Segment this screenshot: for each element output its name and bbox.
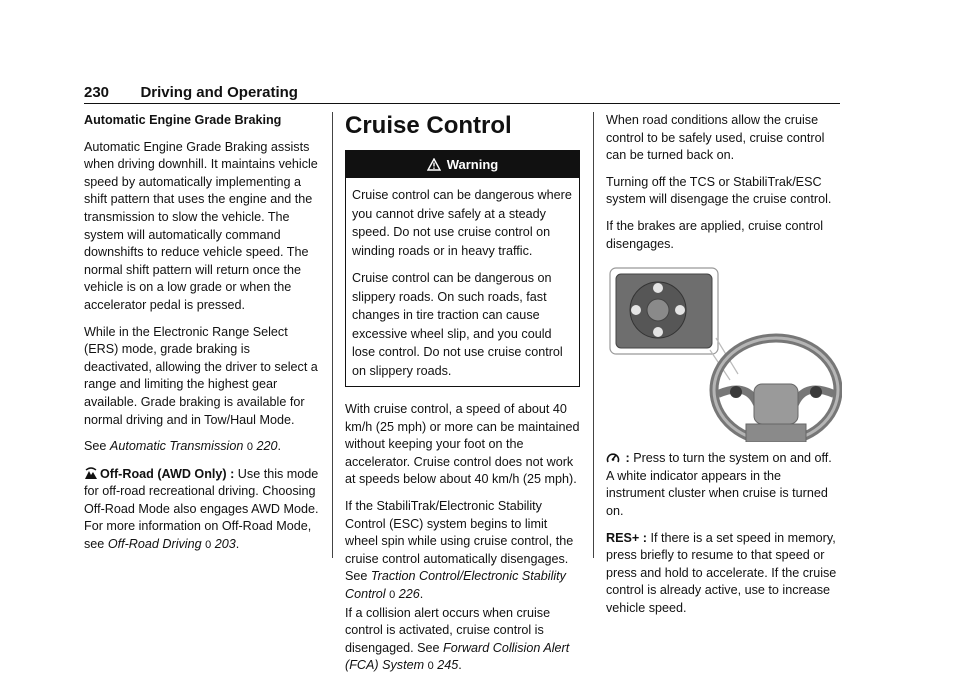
column-3: [606, 112, 842, 627]
collision-paragraph: [345, 605, 580, 676]
column-divider-1: [332, 112, 333, 558]
column-2: [345, 112, 580, 685]
cruise-control-icon: [606, 451, 620, 464]
cruise-speed-paragraph: With cruise control, a speed of about 40 km/h (25 mph) or more can be maintained without keeping your foot on the accelerator. Cruise control does not work at speeds below about 40 km/h (25 mph).: [345, 402, 580, 487]
cruise-button-paragraph: [606, 450, 842, 520]
brakes-paragraph: If the brakes are applied, cruise control disengages.: [606, 218, 824, 251]
offroad-label: Off-Road (AWD Only) :: [100, 466, 235, 481]
punct: .: [277, 439, 282, 454]
ers-paragraph: While in the Electronic Range Select (ERS) mode, grade braking is deactivated, allowing the driver to select a range and limiting the highest gear available. Grade braking is available for normal driving and in Tow/Haul Mode.: [84, 324, 318, 427]
warning-header: [346, 151, 579, 178]
offroad-paragraph: [84, 466, 320, 555]
link-off-road-driving[interactable]: Off-Road Driving: [107, 537, 202, 552]
header-rule: [84, 103, 840, 104]
warning-paragraph-1: Cruise control can be dangerous where you cannot drive safely at a steady speed. Do not use cruise control on winding roads or in heavy traffic.: [352, 188, 572, 258]
column-1: [84, 112, 320, 564]
steering-wheel-drawing: [606, 262, 842, 442]
page-ref-arrow-icon: 0: [427, 660, 434, 673]
page-ref-number[interactable]: 220: [256, 439, 278, 454]
cruise-text: Press to turn the system on and off. A white indicator appears in the instrument cluster when cruise is turned on.: [606, 451, 832, 518]
warning-triangle-icon: [427, 158, 441, 171]
cruise-label: :: [622, 451, 630, 466]
grade-braking-heading: Automatic Engine Grade Braking: [84, 113, 282, 127]
link-forward-collision-alert[interactable]: Forward Collision Alert (FCA) System: [345, 640, 570, 673]
offroad-text: Use this mode for off-road recreational driving. Choosing Off-Road Mode also engages AWD Mode. For more information on Off-Road Mode, see: [84, 466, 319, 552]
page-number: 230: [84, 84, 110, 101]
punct: .: [235, 537, 240, 552]
res-paragraph: [606, 530, 842, 618]
page-ref-arrow-icon: 0: [246, 441, 253, 454]
page-ref-number[interactable]: 245: [437, 658, 459, 673]
esc-paragraph: [345, 498, 580, 605]
tcs-paragraph: Turning off the TCS or StabiliTrak/ESC system will disengage the cruise control.: [606, 174, 832, 207]
page-ref-arrow-icon: 0: [205, 539, 212, 552]
road-conditions-paragraph: When road conditions allow the cruise control to be safely used, cruise control can be turned back on.: [606, 113, 825, 163]
column-divider-2: [593, 112, 594, 558]
page-ref-arrow-icon: 0: [389, 588, 396, 601]
see-prefix: See: [84, 439, 110, 454]
collision-text: If a collision alert occurs when cruise control is activated, cruise control is disengaged. See: [345, 605, 551, 655]
warning-label: Warning: [446, 157, 499, 172]
punct: .: [419, 586, 424, 601]
res-text: If there is a set speed in memory, press briefly to resume to that speed or press and hold to accelerate. If the cruise control is already active, use to increase vehicle speed.: [606, 530, 837, 615]
punct: .: [458, 658, 462, 673]
esc-text: If the StabiliTrak/Electronic Stability Control (ESC) system begins to limit wheel spin while using cruise control, the cruise control automatically disengages. See: [345, 498, 574, 584]
grade-braking-paragraph: Automatic Engine Grade Braking assists when driving downhill. It maintains vehicle speed by automatically implementing a shift pattern that uses the engine and the transmission to slow the vehicle. The system will automatically command downshifts to reduce vehicle speed. The normal shift pattern will return once the vehicle is on a low grade or when the accelerator pedal is pressed.: [84, 139, 318, 312]
page-ref-number[interactable]: 226: [398, 586, 420, 601]
link-automatic-transmission[interactable]: Automatic Transmission: [109, 439, 244, 454]
warning-paragraph-2: Cruise control can be dangerous on slippery roads. On such roads, fast changes in tire traction can cause excessive wheel slip, and you could lose control. Do not use cruise control on slippery roads.: [352, 271, 563, 378]
page-title: Cruise Control: [345, 112, 512, 139]
link-traction-control[interactable]: Traction Control/Electronic Stability Control: [345, 569, 566, 601]
page-ref-number[interactable]: 203: [214, 537, 236, 552]
see-reference: [84, 438, 320, 457]
warning-body: [346, 178, 579, 386]
warning-box: [345, 150, 580, 387]
section-title: Driving and Operating: [140, 84, 298, 101]
res-label: RES+ :: [606, 530, 647, 545]
off-road-mode-icon: [84, 467, 98, 480]
steering-wheel-controls-illustration: [606, 262, 842, 442]
